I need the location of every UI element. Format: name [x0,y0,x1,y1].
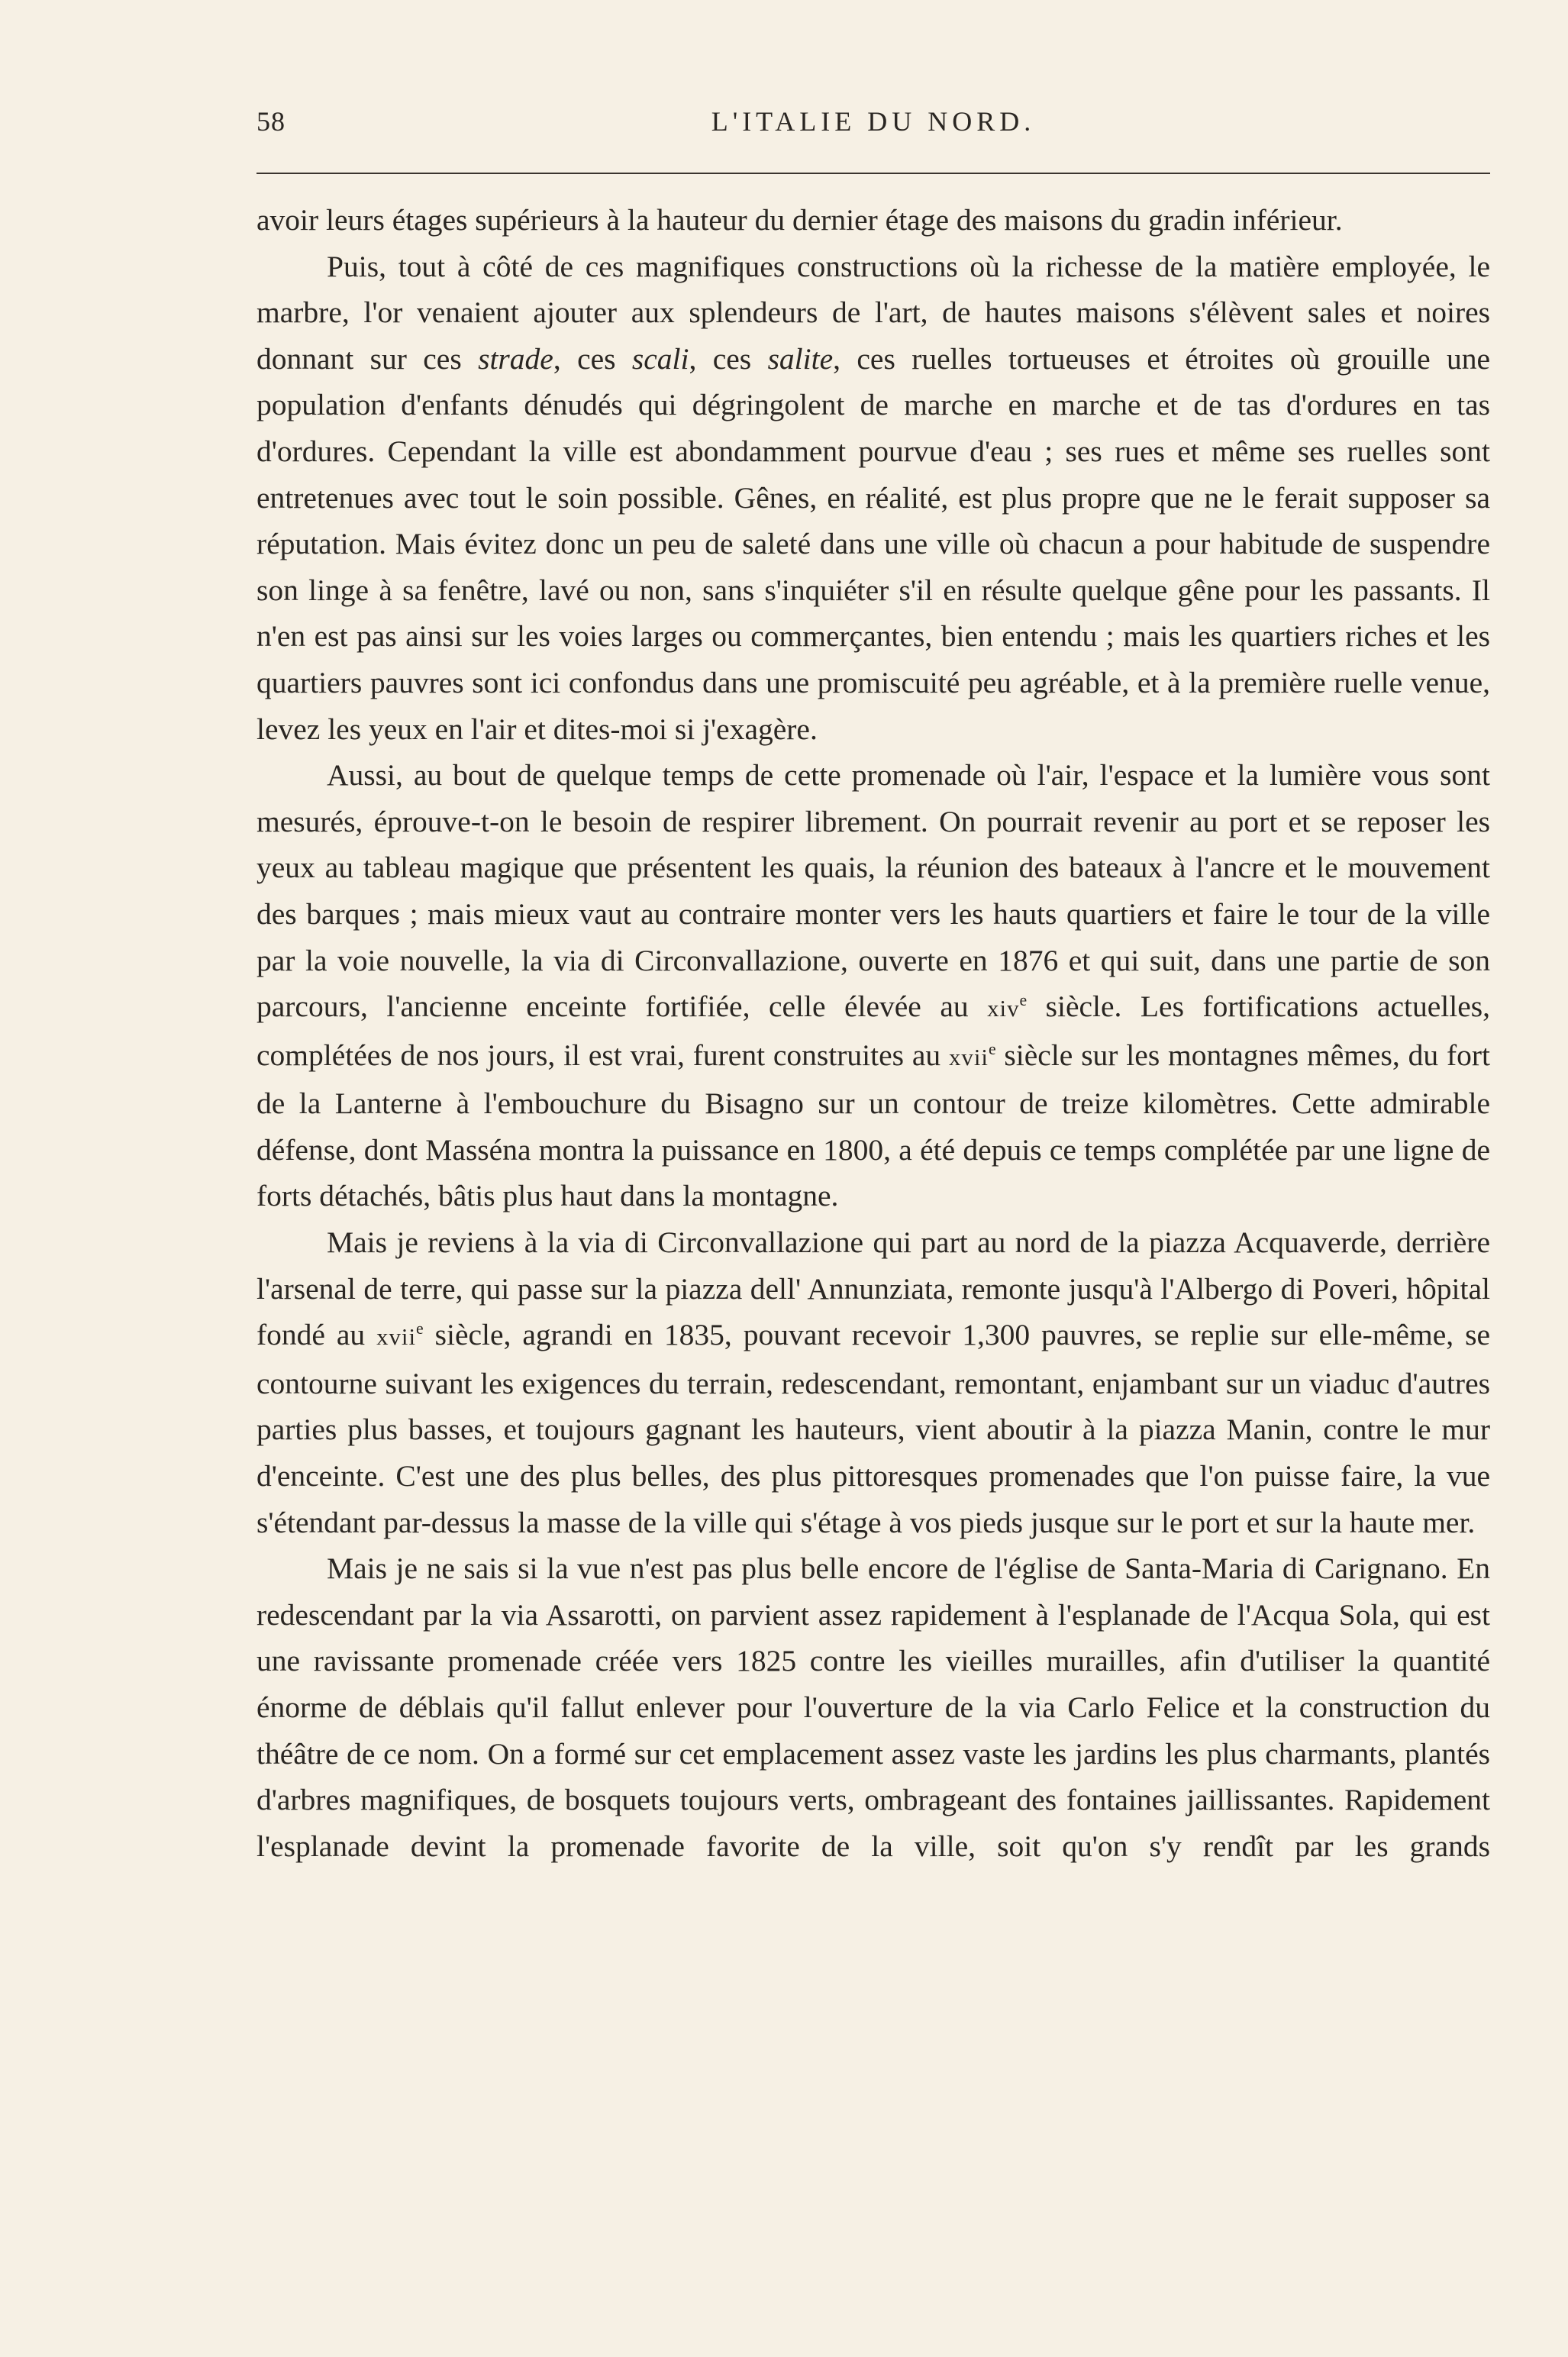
paragraph [256,752,1490,1219]
header-rule [256,173,1490,174]
text-run: , ces ruelles tortueuses et étroites où grouille une population d'enfants dénudés qui dégringolent de marche en marche et de tas d'ordures en tas d'ordures. Cependant la ville est abondamment pourvue d'eau ; ses rues et même ses ruelles sont entretenues avec tout le soin possible. Gênes, en réalité, est plus propre que ne le ferait supposer sa réputation. Mais évitez donc un peu de saleté dans une ville où chacun a pour habitude de suspendre son linge à sa fenêtre, lavé ou non, sans s'inquiéter s'il en résulte quelque gêne pour les passants. Il n'en est pas ainsi sur les voies larges ou commerçantes, bien entendu ; mais les quartiers riches et les quartiers pauvres sont ici confondus dans une promiscuité peu agréable, et à la première ruelle venue, levez les yeux en l'air et dites-moi si j'exagère. [256,341,1491,746]
text-run: siècle sur les montagnes mêmes, du fort de la Lanterne à l'embouchure du Bisagno sur un contour de treize kilomètres. Cette admirable défense, dont Masséna montra la puissance en 1800, a été depuis ce temps complétée par une ligne de forts détachés, bâtis plus haut dans la montagne. [256,1038,1491,1213]
text-run: , ces [553,341,632,376]
paragraph [256,197,1490,244]
text-run: Aussi, au bout de quelque temps de cette promenade où l'air, l'espace et la lumière vous sont mesurés, éprouve-t-on le besoin de respirer librement. On pourrait revenir au port et se reposer les yeux au tableau magique que présentent les quais, la réunion des bateaux à l'ancre et le mouvement des barques ; mais mieux vaut au contraire monter vers les hauts quartiers et faire le tour de la ville par la voie nouvelle, la via di Circonvallazione, ouverte en 1876 et qui suit, dans une partie de son parcours, l'ancienne enceinte fortifiée, celle élevée au [256,758,1490,1024]
superscript: e [416,1319,424,1338]
italic-term: scali [631,341,689,376]
text-run: Mais je reviens à la via di Circonvallazione qui part au nord de la piazza Acquaverde, derrière l'arsenal de terre, qui passe sur la piazza dell' Annunziata, remonte jusqu'à l'Albergo di Poveri, hôpital fondé au [256,1225,1490,1352]
century-numeral: xvii [376,1324,417,1351]
running-title: L'ITALIE DU NORD. [711,106,1036,137]
paragraph [256,244,1490,753]
body-text [256,197,1490,1869]
text-run: avoir leurs étages supérieurs à la hauteur du dernier étage des maisons du gradin inférieur. [256,203,1343,237]
paragraph [256,1219,1490,1545]
italic-term: strade [478,341,553,376]
superscript: e [1019,990,1028,1009]
century-numeral: xiv [987,996,1020,1022]
text-run: , ces [689,341,768,376]
paragraph [256,1545,1490,1869]
italic-term: salite [767,341,834,376]
century-numeral: xvii [949,1044,989,1070]
text-run: Mais je ne sais si la vue n'est pas plus belle encore de l'église de Santa-Maria di Carignano. En redescendant par la via Assarotti, on parvient assez rapidement à l'esplanade de l'Acqua Sola, qui est une ravissante promenade créée vers 1825 contre les vieilles murailles, afin d'utiliser la quantité énorme de déblais qu'il fallut enlever pour l'ouverture de la via Carlo Felice et la construction du théâtre de ce nom. On a formé sur cet emplacement assez vaste les jardins les plus charmants, plantés d'arbres magnifiques, de bosquets toujours verts, ombrageant des fontaines jaillissantes. Rapidement l'esplanade devint la promenade favorite de la ville, soit qu'on s'y rendît par les grands [256,1551,1490,1863]
superscript: e [988,1039,996,1058]
text-run: siècle, agrandi en 1835, pouvant recevoir 1,300 pauvres, se replie sur elle-même, se contourne suivant les exigences du terrain, redescendant, remontant, enjambant sur un viaduc d'autres parties plus basses, et toujours gagnant les hauteurs, vient aboutir à la piazza Manin, contre le mur d'enceinte. C'est une des plus belles, des plus pittoresques promenades que l'on puisse faire, la vue s'étendant par-dessus la masse de la ville qui s'étage à vos pieds jusque sur le port et sur la haute mer. [256,1318,1490,1539]
page-number: 58 [256,106,286,137]
text-run: Puis, tout à côté de ces magnifiques constructions où la richesse de la matière employée, le marbre, l'or venaient ajouter aux splendeurs de l'art, de hautes maisons s'élèvent sales et noires donnant sur ces [256,249,1490,376]
text-run: siècle. Les fortifications actuelles, complétées de nos jours, il est vrai, furent construites au [256,990,1490,1072]
page-header [256,105,1490,151]
